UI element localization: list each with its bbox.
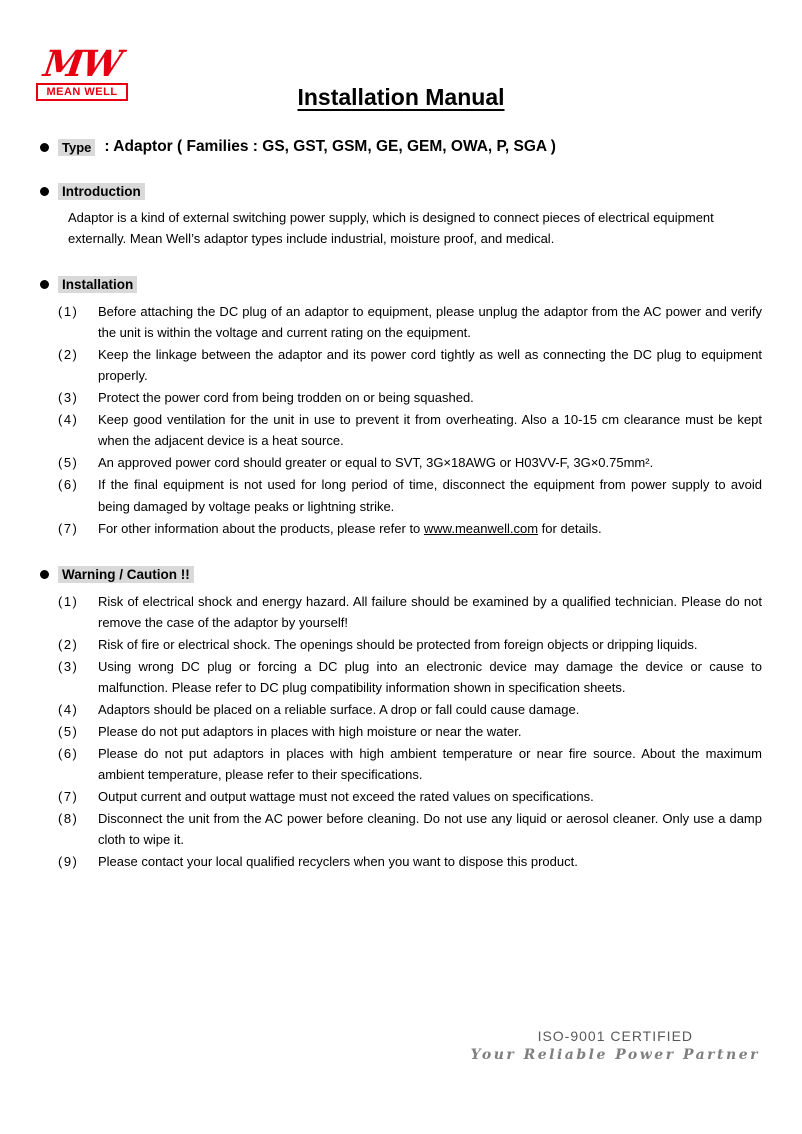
item-marker: (2) [58, 636, 79, 652]
list-item [58, 591, 762, 633]
list-item [58, 721, 762, 742]
bullet-icon [40, 143, 49, 152]
installation-list [58, 301, 762, 539]
list-item [58, 452, 762, 473]
type-label: Type [58, 139, 95, 156]
item-text: Output current and output wattage must not exceed the rated values on specifications. [98, 789, 594, 805]
item-marker: (2) [58, 347, 79, 363]
item-text: If the final equipment is not used for long period of time, disconnect the equipment from power supply to avoid being damaged by voltage peaks or lightning strike. [98, 477, 762, 514]
item-marker: (5) [58, 455, 79, 471]
item-marker: (4) [58, 412, 79, 428]
item-marker: (7) [58, 789, 79, 805]
item-text: Risk of electrical shock and energy hazard. All failure should be examined by a qualified technician. Please do not remove the case of the adaptor by yourself! [98, 593, 762, 630]
iso-certification-text: ISO-9001 CERTIFIED [537, 1028, 694, 1044]
item-marker: (5) [58, 723, 79, 739]
logo-monogram: MW [40, 43, 124, 85]
item-marker: (8) [58, 811, 79, 827]
item-text: Keep the linkage between the adaptor and its power cord tightly as well as connecting the DC plug to equipment properly. [98, 347, 762, 384]
item-marker: (1) [58, 304, 79, 320]
type-value: : Adaptor ( Families : GS, GST, GSM, GE, GEM, OWA, P, SGA ) [104, 138, 556, 155]
item-text: Please do not put adaptors in places with high moisture or near the water. [98, 723, 522, 739]
item-marker: (6) [58, 477, 79, 493]
item-text: Using wrong DC plug or forcing a DC plug into an electronic device may damage the device or cause to malfunction. Please refer to DC plug compatibility information shown in specification sheets. [98, 658, 762, 695]
list-item [58, 387, 762, 408]
introduction-heading-row [40, 183, 762, 200]
list-item [58, 851, 762, 872]
bullet-icon [40, 570, 49, 579]
item-text-after: for details. [538, 520, 602, 536]
installation-heading: Installation [58, 276, 137, 293]
item-marker: (3) [58, 658, 79, 674]
item-marker: (7) [58, 520, 79, 536]
introduction-body: Adaptor is a kind of external switching power supply, which is designed to connect pieces of electrical equipment externally. Mean Well’s adaptor types include industrial, moisture proof, and medical. [68, 210, 714, 247]
warning-heading: Warning / Caution !! [58, 566, 194, 583]
installation-heading-row [40, 276, 762, 293]
list-item [58, 699, 762, 720]
item-text: Protect the power cord from being trodden on or being squashed. [98, 390, 474, 406]
section-installation [40, 276, 762, 539]
type-line [40, 138, 762, 156]
item-marker: (3) [58, 390, 79, 406]
list-item [58, 656, 762, 698]
list-item [58, 409, 762, 451]
item-text [98, 518, 762, 539]
item-text: Please contact your local qualified recyclers when you want to dispose this product. [98, 854, 578, 870]
item-marker: (9) [58, 854, 79, 870]
warning-heading-row [40, 566, 762, 583]
item-text: Before attaching the DC plug of an adaptor to equipment, please unplug the adaptor from the AC power and verify the unit is within the voltage and current rating on the equipment. [98, 304, 762, 341]
item-text: Please do not put adaptors in places with high ambient temperature or near fire source. About the maximum ambient temperature, please refer to their specifications. [98, 745, 762, 782]
item-marker: (6) [58, 745, 79, 761]
list-item [58, 634, 762, 655]
company-tagline: Your Reliable Power Partner [470, 1047, 760, 1063]
item-text: Disconnect the unit from the AC power before cleaning. Do not use any liquid or aerosol cleaner. Only use a damp cloth to wipe it. [98, 811, 762, 848]
item-text: Adaptors should be placed on a reliable surface. A drop or fall could cause damage. [98, 701, 580, 717]
footer [471, 1028, 760, 1063]
item-text-before: For other information about the products, please refer to [98, 520, 424, 536]
list-item [58, 344, 762, 386]
item-text: An approved power cord should greater or equal to SVT, 3G×18AWG or H03VV-F, 3G×0.75mm². [98, 455, 654, 471]
list-item [58, 808, 762, 850]
item-marker: (1) [58, 593, 79, 609]
list-item [58, 474, 762, 516]
item-marker: (4) [58, 701, 79, 717]
list-item [58, 786, 762, 807]
introduction-heading: Introduction [58, 183, 145, 200]
section-warning [40, 566, 762, 873]
section-introduction [40, 183, 762, 249]
list-item [58, 301, 762, 343]
item-text: Keep good ventilation for the unit in use to prevent it from overheating. Also a 10-15 cm clearance must be kept when the adjacent device is a heat source. [98, 412, 762, 449]
page-title: Installation Manual [297, 84, 505, 110]
item-text: Risk of fire or electrical shock. The openings should be protected from foreign objects or dripping liquids. [98, 636, 698, 652]
logo-brand-name: MEAN WELL [36, 83, 128, 101]
warning-list [58, 591, 762, 873]
bullet-icon [40, 280, 49, 289]
list-item [58, 743, 762, 785]
list-item [58, 518, 762, 539]
meanwell-website-link[interactable]: www.meanwell.com [423, 520, 539, 536]
bullet-icon [40, 187, 49, 196]
document-content [40, 138, 762, 873]
